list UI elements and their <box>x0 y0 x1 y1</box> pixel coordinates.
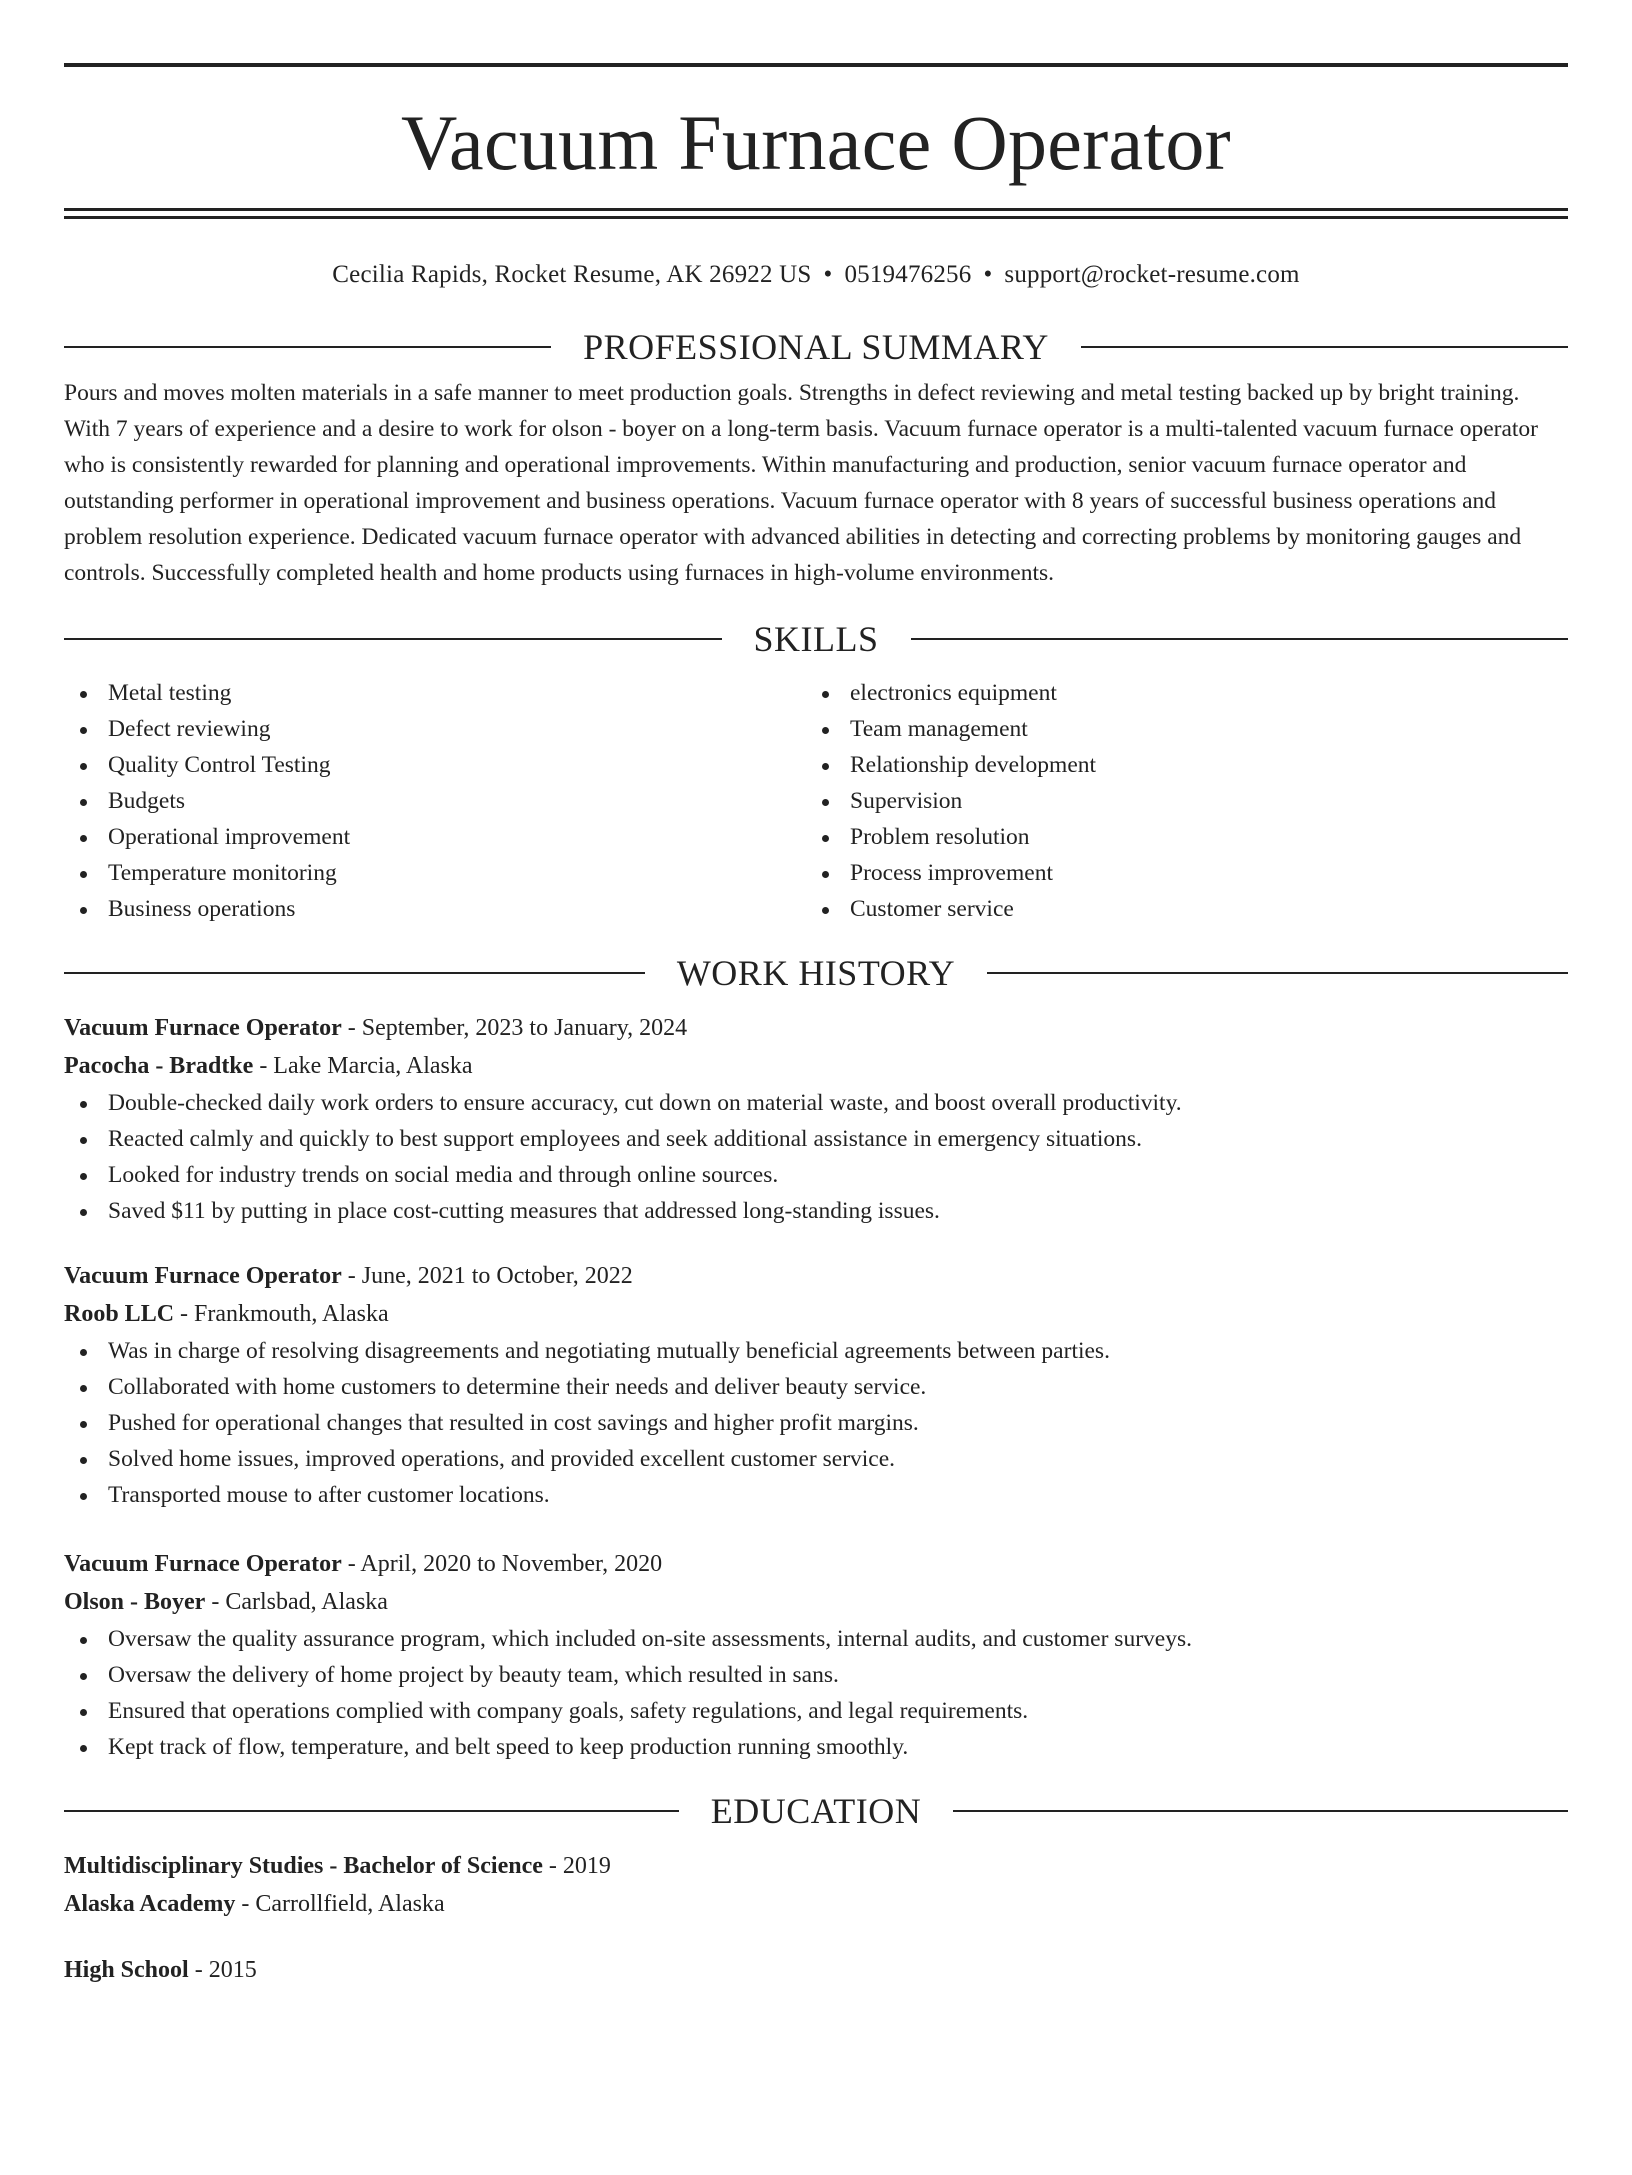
skill-item: Problem resolution <box>806 819 1548 855</box>
job-company-line <box>64 1047 1568 1085</box>
skill-item: Metal testing <box>64 675 806 711</box>
job-location: - Lake Marcia, Alaska <box>253 1053 473 1079</box>
job-bullet: Oversaw the delivery of home project by beauty team, which resulted in sans. <box>64 1657 1568 1693</box>
job-title: Vacuum Furnace Operator <box>64 1015 342 1041</box>
job-location: - Frankmouth, Alaska <box>174 1301 389 1327</box>
skill-item: Budgets <box>64 783 806 819</box>
education-year: - 2019 <box>542 1853 611 1879</box>
education-school: Alaska Academy <box>64 1891 236 1917</box>
job-bullets <box>64 1085 1568 1229</box>
job-bullet: Transported mouse to after customer locations. <box>64 1477 1568 1513</box>
summary-heading: PROFESSIONAL SUMMARY <box>583 327 1049 367</box>
job-bullet: Kept track of flow, temperature, and belt speed to keep production running smoothly. <box>64 1729 1568 1765</box>
education-year: - 2015 <box>188 1957 257 1983</box>
contact-separator: • <box>983 261 993 288</box>
skill-item: Customer service <box>806 891 1548 927</box>
job-entry <box>64 1257 1568 1513</box>
job-title-line <box>64 1545 1568 1583</box>
skills-list <box>64 675 1568 927</box>
skill-item: Team management <box>806 711 1548 747</box>
job-bullet: Saved $11 by putting in place cost-cutting measures that addressed long-standing issues. <box>64 1193 1568 1229</box>
job-bullet: Looked for industry trends on social media and through online sources. <box>64 1157 1568 1193</box>
job-bullets <box>64 1333 1568 1513</box>
education-school-line <box>64 1885 1568 1923</box>
skills-heading: SKILLS <box>753 619 879 659</box>
skills-section-heading <box>64 615 1568 663</box>
skill-item: Operational improvement <box>64 819 806 855</box>
job-company: Pacocha - Bradtke <box>64 1053 254 1079</box>
job-bullet: Ensured that operations complied with company goals, safety regulations, and legal requirements. <box>64 1693 1568 1729</box>
summary-section-heading <box>64 323 1568 371</box>
education-degree-line <box>64 1847 1568 1885</box>
education-degree-line <box>64 1951 1568 1989</box>
title-double-rule <box>64 208 1568 219</box>
job-title: Vacuum Furnace Operator <box>64 1263 342 1289</box>
job-dates: - September, 2023 to January, 2024 <box>341 1015 688 1041</box>
education-entry <box>64 1847 1568 1923</box>
job-location: - Carlsbad, Alaska <box>205 1589 388 1615</box>
work-heading: WORK HISTORY <box>676 953 956 993</box>
skill-item: Process improvement <box>806 855 1548 891</box>
job-bullet: Pushed for operational changes that resulted in cost savings and higher profit margins. <box>64 1405 1568 1441</box>
job-entry <box>64 1545 1568 1765</box>
job-dates: - June, 2021 to October, 2022 <box>341 1263 633 1289</box>
contact-email: support@rocket-resume.com <box>1004 261 1300 288</box>
job-title: Vacuum Furnace Operator <box>64 1551 342 1577</box>
education-heading: EDUCATION <box>710 1791 922 1831</box>
education-entry <box>64 1951 1568 1989</box>
work-section-heading <box>64 949 1568 997</box>
job-bullet: Collaborated with home customers to determine their needs and deliver beauty service. <box>64 1369 1568 1405</box>
job-bullet: Double-checked daily work orders to ensure accuracy, cut down on material waste, and boost overall productivity. <box>64 1085 1568 1121</box>
job-company-line <box>64 1583 1568 1621</box>
education-section-heading <box>64 1787 1568 1835</box>
education-degree: High School <box>64 1957 189 1983</box>
job-company: Roob LLC <box>64 1301 175 1327</box>
resume-title: Vacuum Furnace Operator <box>401 99 1231 186</box>
job-bullets <box>64 1621 1568 1765</box>
contact-address: Cecilia Rapids, Rocket Resume, AK 26922 US <box>332 261 812 288</box>
education-location: - Carrollfield, Alaska <box>235 1891 445 1917</box>
job-company: Olson - Boyer <box>64 1589 206 1615</box>
skill-item: Relationship development <box>806 747 1548 783</box>
skill-item: electronics equipment <box>806 675 1548 711</box>
job-company-line <box>64 1295 1568 1333</box>
skill-item: Supervision <box>806 783 1548 819</box>
contact-line <box>64 255 1568 295</box>
job-bullet: Oversaw the quality assurance program, which included on-site assessments, internal audits, and customer surveys. <box>64 1621 1568 1657</box>
top-rule <box>64 63 1568 67</box>
job-entry <box>64 1009 1568 1229</box>
skills-left-column <box>64 675 806 927</box>
skill-item: Defect reviewing <box>64 711 806 747</box>
job-bullet: Was in charge of resolving disagreements and negotiating mutually beneficial agreements between parties. <box>64 1333 1568 1369</box>
contact-phone: 0519476256 <box>844 261 972 288</box>
summary-text: Pours and moves molten materials in a safe manner to meet production goals. Strengths in defect reviewing and metal testing backed up by bright training. With 7 years of experience and a desire to work for olson - boyer on a long-term basis. Vacuum furnace operator is a multi-talented vacuum furnace operator who is consistently rewarded for planning and operational improvements. Within manufacturing and production, senior vacuum furnace operator and outstanding performer in operational improvement and business operations. Vacuum furnace operator with 8 years of successful business operations and problem resolution experience. Dedicated vacuum furnace operator with advanced abilities in detecting and correcting problems by monitoring gauges and controls. Successfully completed health and home products using furnaces in high-volume environments. <box>64 380 1539 586</box>
job-title-line <box>64 1009 1568 1047</box>
skill-item: Temperature monitoring <box>64 855 806 891</box>
skill-item: Quality Control Testing <box>64 747 806 783</box>
job-title-line <box>64 1257 1568 1295</box>
skill-item: Business operations <box>64 891 806 927</box>
job-bullet: Solved home issues, improved operations, and provided excellent customer service. <box>64 1441 1568 1477</box>
resume-page <box>0 63 1632 2175</box>
education-degree: Multidisciplinary Studies - Bachelor of Science <box>64 1853 543 1879</box>
contact-separator: • <box>823 261 833 288</box>
skills-right-column <box>806 675 1548 927</box>
job-dates: - April, 2020 to November, 2020 <box>341 1551 663 1577</box>
job-bullet: Reacted calmly and quickly to best support employees and seek additional assistance in emergency situations. <box>64 1121 1568 1157</box>
